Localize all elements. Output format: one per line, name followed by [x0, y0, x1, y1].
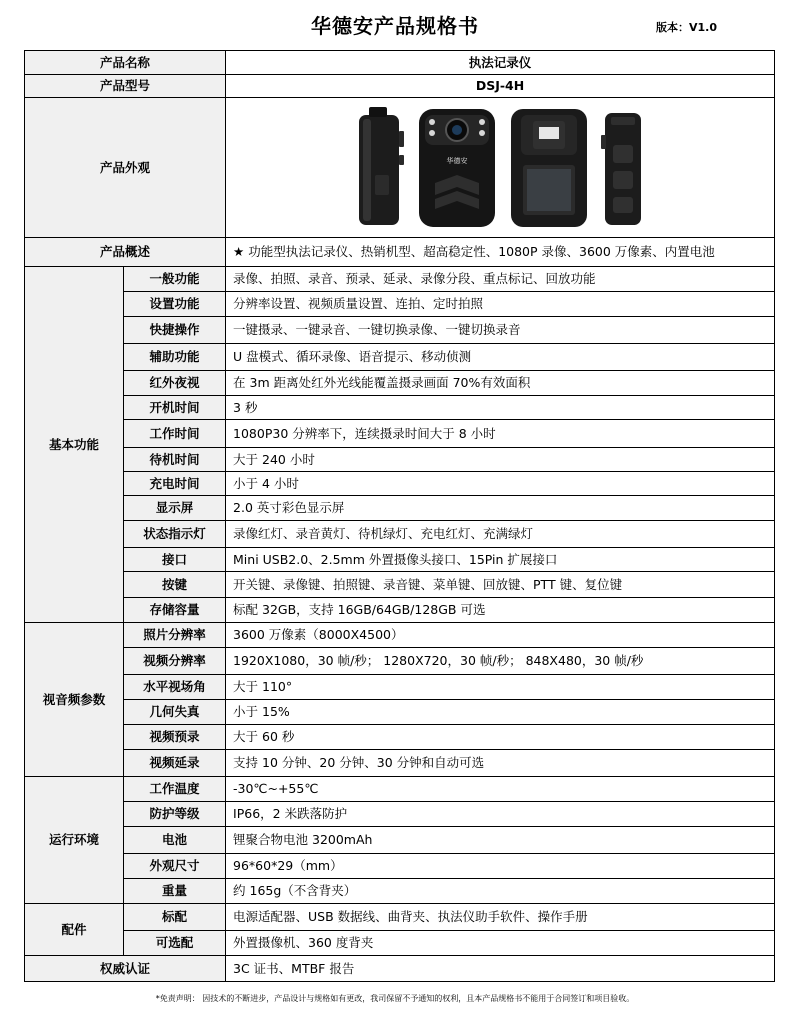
row-label: 外观尺寸: [124, 854, 226, 879]
device-front-image: [417, 105, 497, 231]
table-row: [25, 879, 775, 904]
product-photos: [226, 98, 775, 238]
table-row: [25, 344, 775, 371]
product-overview-value: ★ 功能型执法记录仪、热销机型、超高稳定性、1080P 录像、3600 万像素、内置电池: [226, 238, 775, 267]
table-row: [25, 750, 775, 777]
table-row: [25, 317, 775, 344]
table-row: [25, 521, 775, 548]
row-value: 录像红灯、录音黄灯、待机绿灯、充电红灯、充满绿灯: [226, 521, 775, 548]
device-logo-text: 华德安: [446, 156, 468, 165]
table-row: [25, 472, 775, 496]
group-label-accessories: 配件: [25, 904, 124, 956]
row-value: -30℃~+55℃: [226, 777, 775, 802]
row-value: 开关键、录像键、拍照键、录音键、菜单键、回放键、PTT 键、复位键: [226, 572, 775, 598]
row-label: 工作温度: [124, 777, 226, 802]
spec-row-overview: [25, 238, 775, 267]
spec-row-appearance: [25, 98, 775, 238]
table-row: [25, 448, 775, 472]
row-label: 红外夜视: [124, 371, 226, 396]
table-row: [25, 623, 775, 648]
row-label: 存储容量: [124, 598, 226, 623]
row-label: 视频延录: [124, 750, 226, 777]
row-label: 显示屏: [124, 496, 226, 521]
row-value: 支持 10 分钟、20 分钟、30 分钟和自动可选: [226, 750, 775, 777]
document-title: 华德安产品规格书: [311, 14, 479, 38]
table-row: [25, 904, 775, 931]
spec-row-product-name: [25, 51, 775, 75]
product-name-label: 产品名称: [25, 51, 226, 75]
row-label: 待机时间: [124, 448, 226, 472]
row-value: 锂聚合物电池 3200mAh: [226, 827, 775, 854]
row-label: 辅助功能: [124, 344, 226, 371]
row-value: 小于 15%: [226, 700, 775, 725]
version-label: 版本：V1.0: [656, 21, 717, 34]
row-value: 小于 4 小时: [226, 472, 775, 496]
row-label: 可选配: [124, 931, 226, 956]
table-row: [25, 371, 775, 396]
disclaimer-note: *免责声明： 因技术的不断进步，产品设计与规格如有更改，我司保留不予通知的权利，且本产品规格书不能用于合同签订和项目验收。: [155, 994, 635, 1003]
row-label: 充电时间: [124, 472, 226, 496]
table-row: [25, 802, 775, 827]
row-value: 约 165g（不含背夹）: [226, 879, 775, 904]
row-label: 按键: [124, 572, 226, 598]
row-label: 防护等级: [124, 802, 226, 827]
table-row: [25, 725, 775, 750]
group-label-env: 运行环境: [25, 777, 124, 904]
row-value: 3600 万像素（8000X4500）: [226, 623, 775, 648]
row-label: 工作时间: [124, 420, 226, 448]
table-row: [25, 827, 775, 854]
row-value: 标配 32GB，支持 16GB/64GB/128GB 可选: [226, 598, 775, 623]
row-label: 快捷操作: [124, 317, 226, 344]
table-row: [25, 854, 775, 879]
row-label: 照片分辨率: [124, 623, 226, 648]
row-value: U 盘模式、循环录像、语音提示、移动侦测: [226, 344, 775, 371]
row-label: 一般功能: [124, 267, 226, 292]
row-value: 一键摄录、一键录音、一键切换录像、一键切换录音: [226, 317, 775, 344]
row-value: 外置摄像机、360 度背夹: [226, 931, 775, 956]
table-row: [25, 700, 775, 725]
row-value: 3 秒: [226, 396, 775, 420]
row-label: 几何失真: [124, 700, 226, 725]
group-label-basic: 基本功能: [25, 267, 124, 623]
device-back-image: [509, 105, 589, 231]
row-value: 96*60*29（mm）: [226, 854, 775, 879]
group-label-av: 视音频参数: [25, 623, 124, 777]
table-row: [25, 292, 775, 317]
row-value: 2.0 英寸彩色显示屏: [226, 496, 775, 521]
row-value: 大于 60 秒: [226, 725, 775, 750]
row-value: 电源适配器、USB 数据线、曲背夹、执法仪助手软件、操作手册: [226, 904, 775, 931]
product-appearance-label: 产品外观: [25, 98, 226, 238]
product-model-label: 产品型号: [25, 75, 226, 98]
row-value: Mini USB2.0、2.5mm 外置摄像头接口、15Pin 扩展接口: [226, 548, 775, 572]
table-row: [25, 496, 775, 521]
row-value: 1080P30 分辨率下，连续摄录时间大于 8 小时: [226, 420, 775, 448]
spec-row-certification: [25, 956, 775, 982]
row-label: 重量: [124, 879, 226, 904]
row-value: 大于 110°: [226, 675, 775, 700]
spec-table: [24, 50, 775, 982]
certification-label: 权威认证: [25, 956, 226, 982]
table-row: [25, 572, 775, 598]
row-label: 水平视场角: [124, 675, 226, 700]
row-value: 分辨率设置、视频质量设置、连拍、定时拍照: [226, 292, 775, 317]
spec-row-model: [25, 75, 775, 98]
table-row: [25, 267, 775, 292]
table-row: [25, 675, 775, 700]
row-value: 在 3m 距离处红外光线能覆盖摄录画面 70%有效面积: [226, 371, 775, 396]
row-value: 1920X1080，30 帧/秒； 1280X720，30 帧/秒； 848X480，30 帧/秒: [226, 648, 775, 675]
device-side-left-image: [355, 105, 405, 231]
row-label: 电池: [124, 827, 226, 854]
product-name-value: 执法记录仪: [226, 51, 775, 75]
row-label: 设置功能: [124, 292, 226, 317]
table-row: [25, 598, 775, 623]
row-value: IP66，2 米跌落防护: [226, 802, 775, 827]
table-row: [25, 548, 775, 572]
table-row: [25, 648, 775, 675]
table-row: [25, 396, 775, 420]
row-label: 视频预录: [124, 725, 226, 750]
row-label: 标配: [124, 904, 226, 931]
certification-value: 3C 证书、MTBF 报告: [226, 956, 775, 982]
row-label: 状态指示灯: [124, 521, 226, 548]
row-label: 开机时间: [124, 396, 226, 420]
device-side-right-image: [601, 105, 645, 231]
table-row: [25, 420, 775, 448]
row-label: 视频分辨率: [124, 648, 226, 675]
table-row: [25, 931, 775, 956]
product-overview-label: 产品概述: [25, 238, 226, 267]
row-value: 大于 240 小时: [226, 448, 775, 472]
table-row: [25, 777, 775, 802]
row-value: 录像、拍照、录音、预录、延录、录像分段、重点标记、回放功能: [226, 267, 775, 292]
product-model-value: DSJ-4H: [226, 75, 775, 98]
row-label: 接口: [124, 548, 226, 572]
